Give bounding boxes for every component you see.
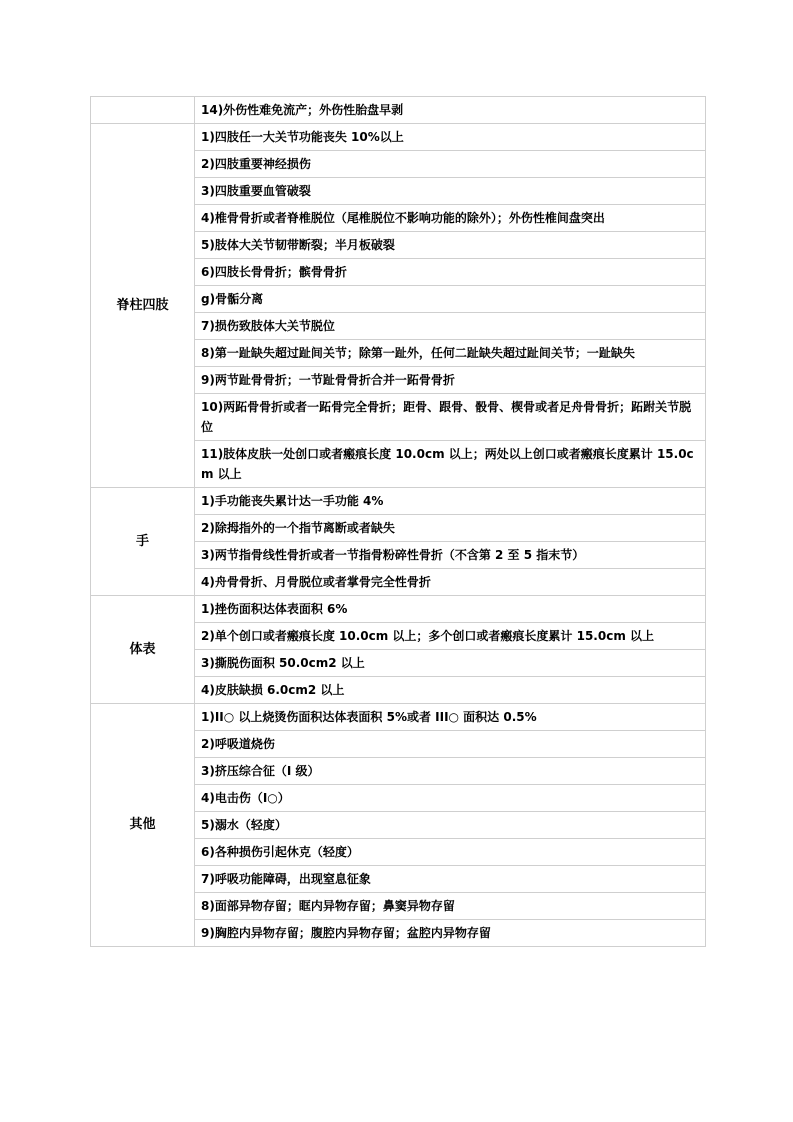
item-cell: g)骨骺分离 — [195, 286, 706, 313]
item-cell: 6)各种损伤引起休克（轻度） — [195, 839, 706, 866]
category-cell: 脊柱四肢 — [91, 124, 195, 488]
category-cell: 体表 — [91, 596, 195, 704]
category-cell: 手 — [91, 488, 195, 596]
item-cell: 2)除拇指外的一个指节离断或者缺失 — [195, 515, 706, 542]
table-row — [91, 97, 706, 124]
item-cell: 3)挤压综合征（I 级） — [195, 758, 706, 785]
table-body — [91, 97, 706, 947]
table-row — [91, 596, 706, 623]
item-cell: 3)两节指骨线性骨折或者一节指骨粉碎性骨折（不含第 2 至 5 指末节） — [195, 542, 706, 569]
item-cell: 6)四肢长骨骨折；髌骨骨折 — [195, 259, 706, 286]
item-cell: 7)呼吸功能障碍，出现窒息征象 — [195, 866, 706, 893]
item-cell: 11)肢体皮肤一处创口或者瘢痕长度 10.0cm 以上；两处以上创口或者瘢痕长度累计 15.0cm 以上 — [195, 441, 706, 488]
item-cell: 7)损伤致肢体大关节脱位 — [195, 313, 706, 340]
item-cell: 3)四肢重要血管破裂 — [195, 178, 706, 205]
table-row — [91, 704, 706, 731]
table-row — [91, 488, 706, 515]
category-cell: 其他 — [91, 704, 195, 947]
table-row — [91, 124, 706, 151]
item-cell: 8)第一趾缺失超过趾间关节；除第一趾外，任何二趾缺失超过趾间关节；一趾缺失 — [195, 340, 706, 367]
item-cell: 3)撕脱伤面积 50.0cm2 以上 — [195, 650, 706, 677]
item-cell: 4)椎骨骨折或者脊椎脱位（尾椎脱位不影响功能的除外）；外伤性椎间盘突出 — [195, 205, 706, 232]
item-cell: 2)呼吸道烧伤 — [195, 731, 706, 758]
item-cell: 1)手功能丧失累计达一手功能 4% — [195, 488, 706, 515]
item-cell: 4)皮肤缺损 6.0cm2 以上 — [195, 677, 706, 704]
item-cell: 2)四肢重要神经损伤 — [195, 151, 706, 178]
item-cell: 14)外伤性难免流产；外伤性胎盘早剥 — [195, 97, 706, 124]
item-cell: 1)四肢任一大关节功能丧失 10%以上 — [195, 124, 706, 151]
category-cell — [91, 97, 195, 124]
item-cell: 4)电击伤（Ⅰ○） — [195, 785, 706, 812]
item-cell: 2)单个创口或者瘢痕长度 10.0cm 以上；多个创口或者瘢痕长度累计 15.0cm 以上 — [195, 623, 706, 650]
item-cell: 10)两跖骨骨折或者一跖骨完全骨折；距骨、跟骨、骰骨、楔骨或者足舟骨骨折；跖跗关节脱位 — [195, 394, 706, 441]
item-cell: 9)胸腔内异物存留；腹腔内异物存留；盆腔内异物存留 — [195, 920, 706, 947]
injury-grading-table — [90, 96, 706, 947]
item-cell: 5)肢体大关节韧带断裂；半月板破裂 — [195, 232, 706, 259]
item-cell: 9)两节趾骨骨折；一节趾骨骨折合并一跖骨骨折 — [195, 367, 706, 394]
item-cell: 5)溺水（轻度） — [195, 812, 706, 839]
item-cell: 8)面部异物存留；眶内异物存留；鼻窦异物存留 — [195, 893, 706, 920]
item-cell: 4)舟骨骨折、月骨脱位或者掌骨完全性骨折 — [195, 569, 706, 596]
item-cell: 1)II○ 以上烧烫伤面积达体表面积 5%或者 III○ 面积达 0.5% — [195, 704, 706, 731]
item-cell: 1)挫伤面积达体表面积 6% — [195, 596, 706, 623]
